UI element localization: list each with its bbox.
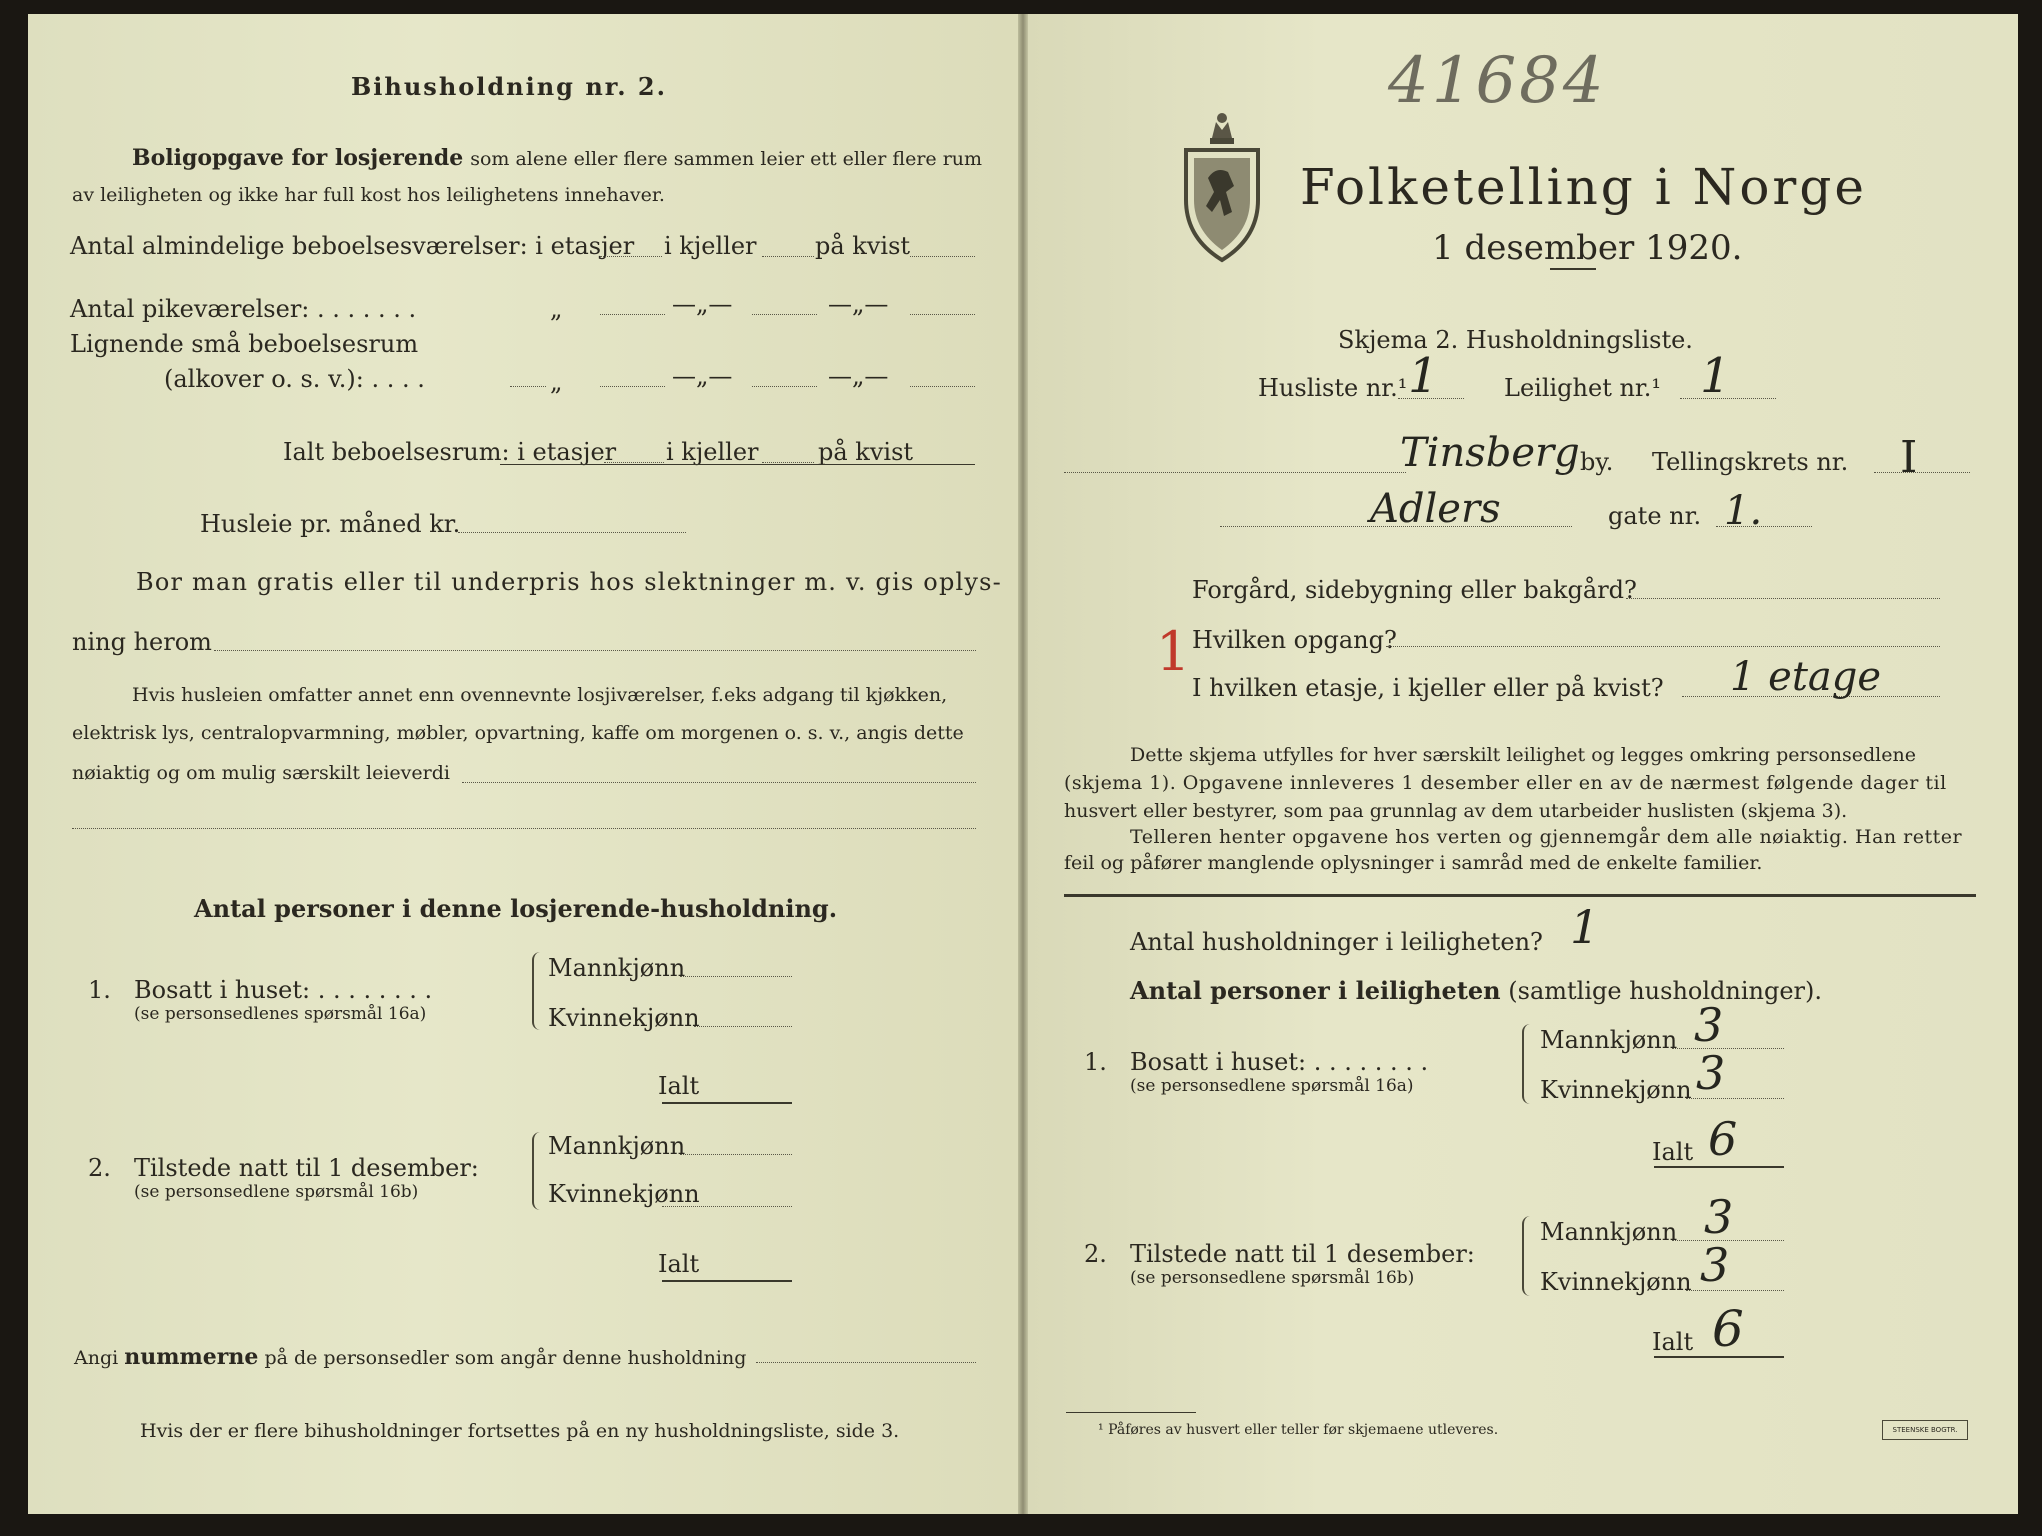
etasje-question: I hvilken etasje, i kjeller eller på kvist? [1192,674,1664,702]
by-value[interactable]: Tinsberg [1400,430,1580,476]
footnote: ¹ Påføres av husvert eller teller før skjemaene utleveres. [1098,1422,1499,1438]
left-p2-ialt-label: Ialt [658,1250,700,1278]
right-p1-mann-field [1672,1048,1784,1049]
left-p2-brace [532,1132,544,1210]
right-p2-mann-label: Mannkjønn [1540,1218,1678,1246]
rent-field[interactable] [458,532,686,533]
section-divider [1064,894,1976,897]
alkover-field-2[interactable] [752,386,817,387]
left-p1-ialt-field[interactable] [662,1102,792,1104]
right-p1-ialt-value[interactable]: 6 [1708,1112,1738,1166]
left-p1-sub: (se personsedlenes spørsmål 16a) [134,1004,427,1024]
gate-label: gate nr. [1608,502,1702,530]
right-p1-sub: (se personsedlene spørsmål 16a) [1130,1076,1414,1096]
left-p2-ialt-field[interactable] [662,1280,792,1282]
left-intro-line2: av leiligheten og ikke har full kost hos leilighetens innehaver. [72,184,665,206]
left-p2-kvinne-field[interactable] [662,1206,792,1207]
pike-field-1[interactable] [600,314,665,315]
tellingskrets-label: Tellingskrets nr. [1652,448,1849,476]
right-p2-kvinne-value[interactable]: 3 [1700,1238,1730,1292]
gratis-text-b: ning herom [72,628,212,656]
opgang-field[interactable] [1386,646,1940,647]
ialt-kvist-label: på kvist [818,438,914,466]
page-fold [1018,14,1028,1514]
angi-text: Angi nummerne på de personsedler som angår denne husholdning [74,1344,747,1370]
footnote-rule [1066,1412,1196,1413]
right-p2-num: 2. [1084,1240,1107,1268]
left-p2-num: 2. [88,1154,111,1182]
coat-of-arms-icon [1176,108,1268,268]
note-b: elektrisk lys, centralopvarmning, møbler, opvartning, kaffe om morgenen o. s. v., angis dette [72,722,964,744]
left-p1-kvinne-label: Kvinnekjønn [548,1004,700,1032]
tellingskrets-value[interactable]: I [1900,432,1918,483]
husliste-label: Husliste nr.¹ [1258,374,1408,402]
alkover-field-3[interactable] [910,386,975,387]
instruction-d: Telleren henter opgavene hos verten og gjennemgår dem alle nøiaktig. Han retter [1130,826,1963,848]
etasje-value[interactable]: 1 etage [1730,654,1882,700]
right-p2-kvinne-field [1686,1290,1784,1291]
pike-field-3[interactable] [910,314,975,315]
left-footer: Hvis der er flere bihusholdninger fortsettes på en ny husholdningsliste, side 3. [140,1420,900,1442]
left-p2-sub: (se personsedlene spørsmål 16b) [134,1182,419,1202]
right-persons-title: Antal personer i leiligheten (samtlige husholdninger). [1130,976,1823,1005]
census-title: Folketelling i Norge [1300,158,1867,216]
husholdninger-value[interactable]: 1 [1570,900,1600,954]
husholdninger-label: Antal husholdninger i leiligheten? [1130,928,1543,956]
right-p1-kvinne-value[interactable]: 3 [1696,1046,1726,1100]
by-label: by. [1580,448,1614,476]
right-p1-ialt-field [1654,1166,1784,1168]
left-p1-mann-field[interactable] [680,976,792,977]
left-p2-kvinne-label: Kvinnekjønn [548,1180,700,1208]
leieverdi-field-2[interactable] [72,828,976,829]
alkover-label-b: (alkover o. s. v.): . . . . [164,365,425,393]
right-p2-sub: (se personsedlene spørsmål 16b) [1130,1268,1415,1288]
left-p2-mann-field[interactable] [680,1154,792,1155]
ialt-kjeller-label: i kjeller [666,438,759,466]
rooms-kjeller-field[interactable] [762,256,814,257]
right-p1-mann-value[interactable]: 3 [1694,998,1724,1052]
opgang-question: Hvilken opgang? [1192,626,1397,654]
right-p1-kvinne-field [1686,1098,1784,1099]
ialt-etasjer-field[interactable] [604,462,664,463]
left-intro: Boligopgave for losjerende som alene eller flere sammen leier ett eller flere rum [132,145,983,171]
instruction-c: husvert eller bestyrer, som paa grunnlag av dem utarbeider huslisten (skjema 3). [1064,800,1848,822]
pike-field-2[interactable] [752,314,817,315]
instruction-b: (skjema 1). Opgavene innleveres 1 desember eller en av de nærmest følgende dager til [1064,772,1947,794]
gate-value[interactable]: Adlers [1370,486,1501,532]
alkover-field-1[interactable] [600,386,665,387]
right-p1-ialt-label: Ialt [1652,1138,1694,1166]
leilighet-field [1680,398,1776,399]
left-title: Bihusholdning nr. 2. [351,72,667,101]
gratis-field[interactable] [214,650,976,651]
right-p2-ialt-field [1654,1356,1784,1358]
leilighet-value[interactable]: 1 [1700,348,1731,404]
right-p2-ialt-value[interactable]: 6 [1712,1300,1744,1358]
rooms-kvist-label: på kvist [815,232,911,260]
note-a: Hvis husleien omfatter annet enn ovennevnte losjiværelser, f.eks adgang til kjøkken, [132,684,948,706]
right-p2-ialt-label: Ialt [1652,1328,1694,1356]
left-p1-label: Bosatt i huset: . . . . . . . . [134,976,433,1004]
alkover-ditto-3: —„— [828,362,889,390]
left-p1-mann-label: Mannkjønn [548,954,686,982]
left-p1-brace [532,952,544,1030]
census-date: 1 desember 1920. [1432,228,1743,268]
rooms-etasjer-field[interactable] [600,256,662,257]
husliste-value[interactable]: 1 [1408,348,1439,404]
leilighet-label: Leilighet nr.¹ [1504,374,1662,402]
husliste-field [1398,398,1464,399]
left-p1-kvinne-field[interactable] [694,1026,792,1027]
red-margin-mark: 1 [1156,620,1191,683]
alkover-ditto-1: „ [550,368,563,396]
schema-title: Skjema 2. Husholdningsliste. [1338,326,1693,354]
left-p2-mann-label: Mannkjønn [548,1132,686,1160]
angi-field[interactable] [756,1362,976,1363]
date-mark [1550,268,1596,270]
by-field [1064,472,1406,473]
right-p2-mann-value[interactable]: 3 [1704,1190,1734,1244]
right-p1-label: Bosatt i huset: . . . . . . . . [1130,1048,1429,1076]
alkover-field-0[interactable] [510,386,546,387]
right-p1-num: 1. [1084,1048,1107,1076]
rooms-row-label: Antal almindelige beboelsesværelser: i etasjer [70,232,635,260]
pike-row-label: Antal pikeværelser: . . . . . . . [70,295,417,323]
ialt-kjeller-field[interactable] [762,462,814,463]
ialt-rooms-underline [500,464,975,465]
left-p2-label: Tilstede natt til 1 desember: [134,1154,479,1182]
left-persons-title: Antal personer i denne losjerende-husholdning. [194,894,838,923]
left-p1-num: 1. [88,976,111,1004]
right-p2-kvinne-label: Kvinnekjønn [1540,1268,1692,1296]
ialt-rooms-label: Ialt beboelsesrum: i etasjer [283,438,617,466]
rooms-kvist-field[interactable] [910,256,975,257]
pike-ditto-1: „ [550,295,563,323]
printer-stamp: STEENSKE BOGTR. [1882,1420,1968,1440]
right-p1-brace [1522,1024,1534,1104]
right-p2-label: Tilstede natt til 1 desember: [1130,1240,1475,1268]
instruction-a: Dette skjema utfylles for hver særskilt leilighet og legges omkring personsedlene [1130,744,1916,766]
gate-nr-field [1716,526,1812,527]
right-p1-kvinne-label: Kvinnekjønn [1540,1076,1692,1104]
gratis-text-a: Bor man gratis eller til underpris hos slektninger m. v. gis oplys- [136,568,1002,596]
pike-ditto-2: —„— [672,290,733,318]
pike-ditto-3: —„— [828,290,889,318]
leieverdi-field[interactable] [462,782,976,783]
gate-nr-value[interactable]: 1. [1724,488,1763,534]
instruction-e: feil og påfører manglende oplysninger i samråd med de enkelte familier. [1064,852,1763,874]
tellingskrets-field [1874,472,1970,473]
alkover-label-a: Lignende små beboelsesrum [70,330,419,358]
alkover-ditto-2: —„— [672,362,733,390]
rent-label: Husleie pr. måned kr. [200,510,461,538]
left-p1-ialt-label: Ialt [658,1072,700,1100]
right-p2-brace [1522,1216,1534,1296]
archive-number: 41684 [1388,44,1607,118]
note-c: nøiaktig og om mulig særskilt leieverdi [72,762,450,784]
right-p1-mann-label: Mannkjønn [1540,1026,1678,1054]
rooms-kjeller-label: i kjeller [664,232,757,260]
forgard-question: Forgård, sidebygning eller bakgård? [1192,576,1637,604]
forgard-field[interactable] [1626,598,1940,599]
